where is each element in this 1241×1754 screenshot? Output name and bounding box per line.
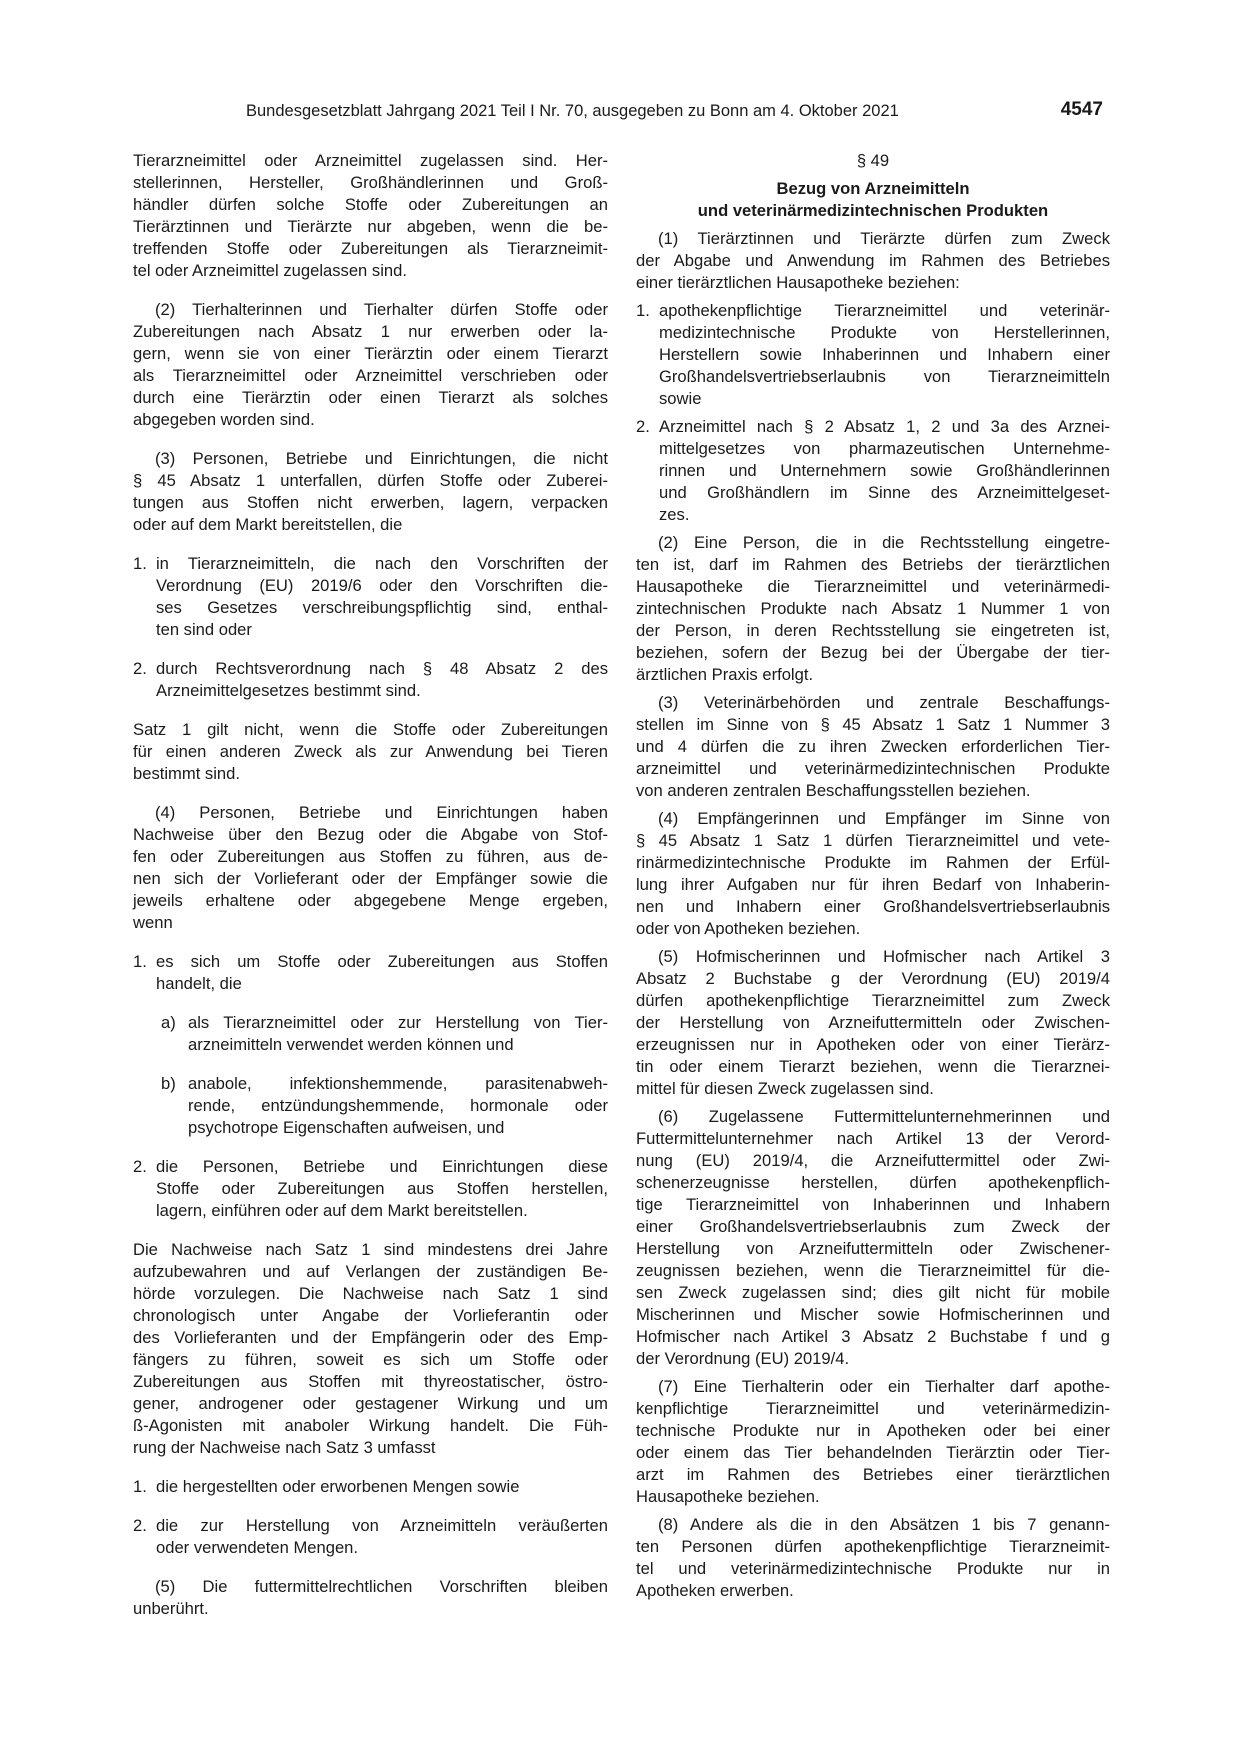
text-line: § 45 Absatz 1 unterfallen, dürfen Stoffe oder Zuberei- [133,471,608,490]
text-line: die Personen, Betriebe und Einrichtungen diese [156,1157,608,1176]
text-line: (2) Eine Person, die in die Rechtsstellung eingetre- [658,533,1110,552]
paragraph [133,299,608,431]
paragraph [133,719,608,785]
text-line: fen oder Zubereitungen aus Stoffen zu führen, aus de- [133,847,608,866]
text-line: der Verordnung (EU) 2019/4. [636,1349,850,1368]
text-line: tungen aus Stoffen nicht erwerben, lagern, verpacken [133,493,608,512]
list-item [133,658,608,702]
text-line: oder auf dem Markt bereitstellen, die [133,515,403,534]
list-item [133,1156,608,1222]
text-line: ten sind oder [156,620,252,639]
text-line: der Abgabe und Anwendung im Rahmen des Betriebes [636,251,1110,270]
text-line: ärztlichen Praxis erfolgt. [636,665,814,684]
paragraph [133,448,608,536]
text-line: Apotheken erwerben. [636,1581,794,1600]
left-column [133,150,608,1637]
right-column [636,150,1110,1608]
text-line: dürfen apothekenpflichtige Tierarzneimittel zum Zweck [636,991,1110,1010]
text-line: Zubereitungen aus Stoffen mit thyreostatischer, östro- [133,1372,608,1391]
text-line: die zur Herstellung von Arzneimitteln veräußerten [156,1516,608,1535]
list-number: 2. [636,417,650,436]
text-line: Hausapotheke beziehen. [636,1487,820,1506]
text-line: sowie [659,389,702,408]
text-line: handelt, die [156,974,242,993]
list-number: 2. [133,1516,147,1535]
paragraph [133,1576,608,1620]
text-line: erzeugnissen nur in Apotheken oder von einer Tierärz- [636,1035,1110,1054]
text-line: Mischerinnen und Mischer sowie Hofmischerinnen und [636,1305,1110,1324]
text-line: chronologisch unter Angabe der Vorlieferantin oder [133,1306,608,1325]
text-line: stellerinnen, Hersteller, Großhändlerinnen und Groß- [133,173,608,192]
text-line: ses Gesetzes verschreibungspflichtig sind, enthal- [156,598,608,617]
text-line: medizintechnische Produkte von Herstellerinnen, [659,323,1110,342]
section-number [636,150,1110,172]
text-line: kenpflichtige Tierarzneimittel und veterinärmedizin- [636,1399,1110,1418]
text-line: Arzneimittelgesetzes bestimmt sind. [156,681,421,700]
text-line: mittelgesetzes von pharmazeutischen Unternehme- [659,439,1110,458]
text-line: händler dürfen solche Stoffe oder Zubereitungen an [133,195,608,214]
text-line: Nachweise über den Bezug oder die Abgabe von Stof- [133,825,608,844]
text-line: für einen anderen Zweck als zur Anwendung bei Tieren [133,742,608,761]
text-line: in Tierarzneimitteln, die nach den Vorschriften der [156,554,608,573]
text-line: Hofmischer nach Artikel 3 Absatz 2 Buchstabe f und g [636,1327,1110,1346]
text-line: Stoffe oder Zubereitungen aus Stoffen herstellen, [156,1179,608,1198]
text-line: nung (EU) 2019/4, die Arzneifuttermittel oder Zwi- [636,1151,1110,1170]
list-item [133,951,608,995]
text-line: und 4 dürfen die zu ihren Zwecken erforderlichen Tier- [636,737,1110,756]
text-line: technische Produkte nur in Apotheken oder bei einer [636,1421,1110,1440]
text-line: rende, entzündungshemmende, hormonale oder [188,1096,608,1115]
text-line: lung ihrer Aufgaben nur für ihren Bedarf von Inhaberin- [636,875,1110,894]
list-item [133,1515,608,1559]
text-line: Zubereitungen nach Absatz 1 nur erwerben oder la- [133,322,608,341]
list-item [636,416,1110,526]
list-item [133,1476,608,1498]
text-line: (3) Personen, Betriebe und Einrichtungen, die nicht [155,449,608,468]
text-line: (1) Tierärztinnen und Tierärzte dürfen zum Zweck [658,229,1110,248]
text-line: tige Tierarzneimittel von Inhaberinnen und Inhabern [636,1195,1110,1214]
text-line: und veterinärmedizintechnischen Produkten [697,201,1049,220]
text-line: der Herstellung von Arzneifuttermitteln oder Zwischen- [636,1013,1110,1032]
text-line: tin oder einem Tierarzt beziehen, wenn die Tierarznei- [636,1057,1110,1076]
list-number: 1. [133,554,147,573]
paragraph [636,228,1110,294]
text-line: Herstellern sowie Inhaberinnen und Inhabern einer [659,345,1110,364]
paragraph [636,946,1110,1100]
text-line: fängers zu führen, soweit es sich um Stoffe oder [133,1350,608,1369]
text-line: psychotrope Eigenschaften aufweisen, und [188,1118,505,1137]
text-line: § 49 [856,151,890,170]
text-line: ten ist, darf im Rahmen des Betriebs der tierärztlichen [636,555,1110,574]
sub-list-item [133,1012,608,1056]
sub-list-item [133,1073,608,1139]
text-line: Verordnung (EU) 2019/6 oder den Vorschriften die- [156,576,608,595]
text-line: (6) Zugelassene Futtermittelunternehmerinnen und [658,1107,1110,1126]
list-number: 1. [636,301,650,320]
text-line: Satz 1 gilt nicht, wenn die Stoffe oder Zubereitungen [133,720,608,739]
text-line: als Tierarzneimittel oder Arzneimittel verschrieben oder [133,366,608,385]
text-line: Tierärztinnen und Tierärzte nur abgeben, wenn die be- [133,217,608,236]
text-line: arzt im Rahmen des Betriebes einer tierärztlichen [636,1465,1110,1484]
text-line: nen und Inhabern einer Großhandelsvertriebserlaubnis [636,897,1110,916]
text-line: Futtermittelunternehmer nach Artikel 13 der Verord- [636,1129,1110,1148]
text-line: (5) Die futtermittelrechtlichen Vorschriften bleiben [155,1577,608,1596]
text-line: der Person, in deren Rechtsstellung sie eingetreten ist, [636,621,1110,640]
text-line: § 45 Absatz 1 Satz 1 dürfen Tierarzneimittel und vete- [636,831,1110,850]
paragraph [133,150,608,282]
text-line: schenerzeugnisse herstellen, dürfen apothekenpflich- [636,1173,1110,1192]
text-line: treffenden Stoffe oder Zubereitungen als Tierarzneimit- [133,239,608,258]
text-line: Großhandelsvertriebserlaubnis von Tierarzneimitteln [659,367,1110,386]
text-line: rinärmedizintechnische Produkte im Rahmen der Erfül- [636,853,1110,872]
list-number: 2. [133,1157,147,1176]
text-line: des Vorlieferanten und der Empfängerin oder des Emp- [133,1328,608,1347]
text-line: oder einem das Tier behandelnden Tierärztin oder Tier- [636,1443,1110,1462]
text-line: Absatz 2 Buchstabe g der Verordnung (EU) 2019/4 [636,969,1110,988]
text-line: jeweils erhaltene oder abgegebene Menge ergeben, [133,891,608,910]
list-number: a) [161,1013,176,1032]
text-line: tel oder Arzneimittel zugelassen sind. [133,261,407,280]
text-line: anabole, infektionshemmende, parasitenabweh- [188,1074,608,1093]
paragraph [133,1239,608,1459]
text-line: Bezug von Arzneimitteln [776,179,970,198]
text-line: (7) Eine Tierhalterin oder ein Tierhalter darf apothe- [658,1377,1110,1396]
text-line: lagern, einführen oder auf dem Markt bereitstellen. [156,1201,528,1220]
text-line: rung der Nachweise nach Satz 3 umfasst [133,1438,436,1457]
paragraph [636,1376,1110,1508]
text-line: (4) Empfängerinnen und Empfänger im Sinne von [658,809,1110,828]
text-line: (5) Hofmischerinnen und Hofmischer nach Artikel 3 [658,947,1110,966]
text-line: und Großhändlern im Sinne des Arzneimittelgeset- [659,483,1110,502]
text-line: mittel für diesen Zweck zugelassen sind. [636,1079,934,1098]
paragraph [636,808,1110,940]
section-heading [636,178,1110,222]
text-line: Hausapotheke die Tierarzneimittel und veterinärmedi- [636,577,1110,596]
text-line: (4) Personen, Betriebe und Einrichtungen haben [155,803,608,822]
page-header [133,100,1103,124]
text-line: sen Zweck zugelassen sind; dies gilt nicht für mobile [636,1283,1110,1302]
text-line: die hergestellten oder erworbenen Mengen sowie [156,1477,520,1496]
text-line: zes. [659,505,690,524]
text-line: von anderen zentralen Beschaffungsstellen beziehen. [636,781,1031,800]
paragraph [636,532,1110,686]
text-line: hörde vorzulegen. Die Nachweise nach Satz 1 sind [133,1284,608,1303]
text-line: (3) Veterinärbehörden und zentrale Beschaffungs- [658,693,1110,712]
text-line: es sich um Stoffe oder Zubereitungen aus Stoffen [156,952,608,971]
paragraph [636,1514,1110,1602]
text-line: abgegeben worden sind. [133,410,315,429]
text-line: gern, wenn sie von einer Tierärztin oder einem Tierarzt [133,344,608,363]
paragraph [636,692,1110,802]
text-line: arzneimitteln verwendet werden können und [188,1035,514,1054]
text-line: oder von Apotheken beziehen. [636,919,861,938]
text-line: einer Großhandelsvertriebserlaubnis zum Zweck der [636,1217,1110,1236]
text-line: ß-Agonisten mit anaboler Wirkung handelt. Die Füh- [133,1416,608,1435]
text-line: nen sich der Vorlieferant oder der Empfänger sowie die [133,869,608,888]
running-header: Bundesgesetzblatt Jahrgang 2021 Teil I Nr. 70, ausgegeben zu Bonn am 4. Oktober 2021 [246,102,899,120]
list-number: b) [161,1074,176,1093]
text-line: durch eine Tierärztin oder einen Tierarzt als solches [133,388,608,407]
text-line: (2) Tierhalterinnen und Tierhalter dürfen Stoffe oder [155,300,608,319]
page-number: 4547 [1060,99,1103,120]
text-line: einer tierärztlichen Hausapotheke beziehen: [636,273,960,292]
paragraph [636,1106,1110,1370]
text-line: als Tierarzneimittel oder zur Herstellung von Tier- [188,1013,608,1032]
text-line: zeugnissen beziehen, wenn die Tierarzneimittel für die- [636,1261,1110,1280]
list-item [636,300,1110,410]
text-line: aufzubewahren und auf Verlangen der zuständigen Be- [133,1262,608,1281]
text-line: oder verwendeten Mengen. [156,1538,359,1557]
text-line: gener, androgener oder gestagener Wirkung und um [133,1394,608,1413]
text-line: beziehen, sofern der Bezug bei der Übergabe der tier- [636,643,1110,662]
text-line: bestimmt sind. [133,764,240,783]
text-line: apothekenpflichtige Tierarzneimittel und veterinär- [659,301,1110,320]
text-line: Arzneimittel nach § 2 Absatz 1, 2 und 3a des Arznei- [659,417,1110,436]
text-line: rinnen und Unternehmern sowie Großhändlerinnen [659,461,1110,480]
text-line: (8) Andere als die in den Absätzen 1 bis 7 genann- [658,1515,1110,1534]
text-line: arzneimittel und veterinärmedizintechnischen Produkte [636,759,1110,778]
list-number: 1. [133,1477,147,1496]
text-line: Herstellung von Arzneifuttermitteln oder Zwischener- [636,1239,1110,1258]
text-line: wenn [133,913,173,932]
list-number: 1. [133,952,147,971]
text-line: tel und veterinärmedizintechnische Produkte nur in [636,1559,1110,1578]
list-item [133,553,608,641]
list-number: 2. [133,659,147,678]
text-line: unberührt. [133,1599,209,1618]
text-line: zintechnischen Produkte nach Absatz 1 Nummer 1 von [636,599,1110,618]
text-line: Tierarzneimittel oder Arzneimittel zugelassen sind. Her- [133,151,608,170]
text-line: Die Nachweise nach Satz 1 sind mindestens drei Jahre [133,1240,608,1259]
text-line: ten Personen dürfen apothekenpflichtige Tierarzneimit- [636,1537,1110,1556]
text-line: stellen im Sinne von § 45 Absatz 1 Satz 1 Nummer 3 [636,715,1110,734]
text-line: durch Rechtsverordnung nach § 48 Absatz 2 des [156,659,608,678]
paragraph [133,802,608,934]
